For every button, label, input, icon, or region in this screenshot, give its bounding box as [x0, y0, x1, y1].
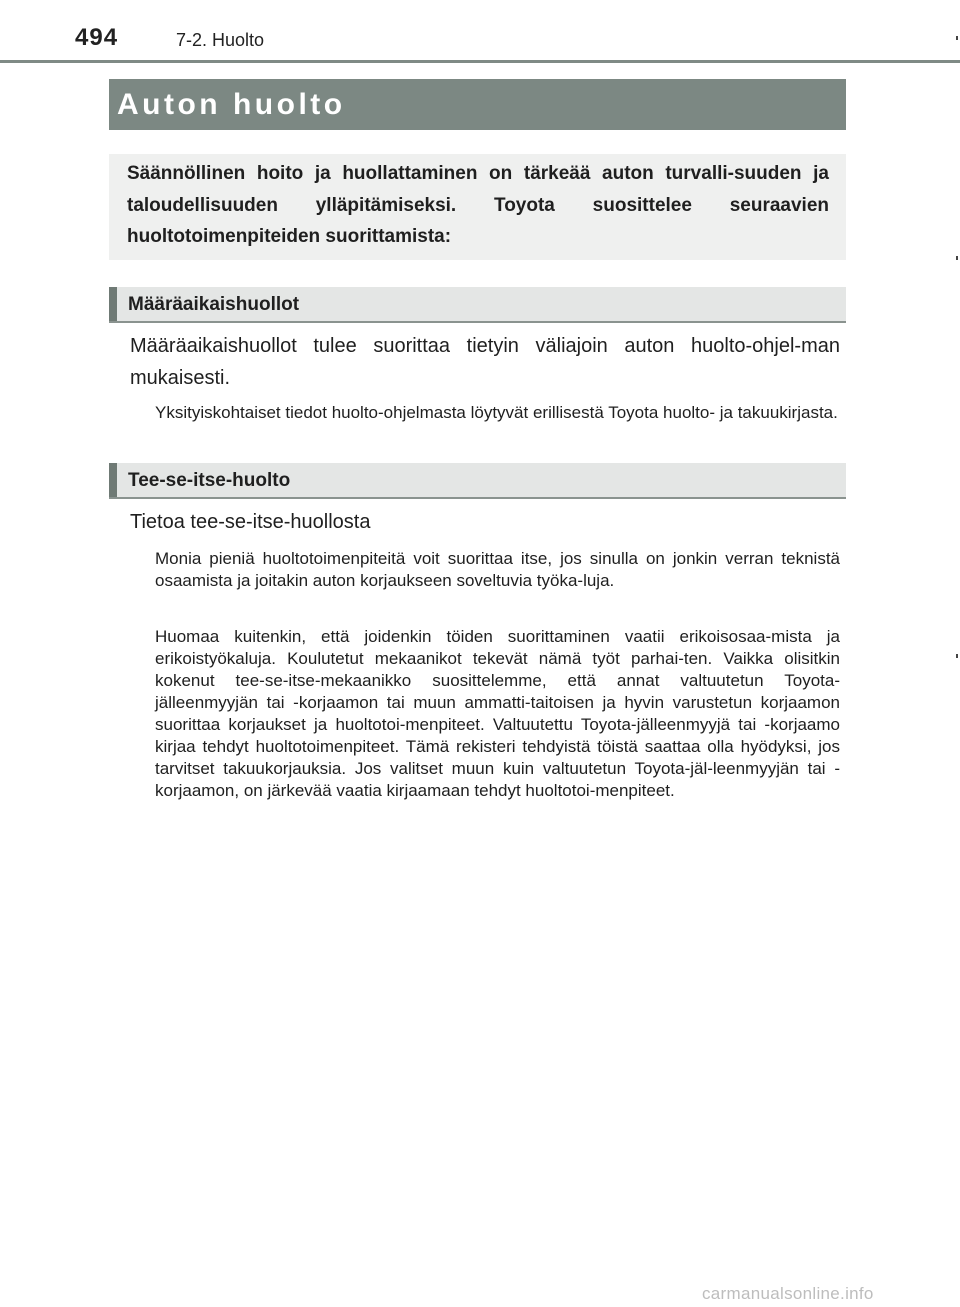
page-number: 494 — [75, 24, 119, 51]
chapter-title: Auton huolto — [117, 88, 346, 121]
section-heading-label: Määräaikaishuollot — [128, 294, 300, 315]
section-heading-label: Tee-se-itse-huolto — [128, 470, 291, 491]
section-heading-scheduled-maintenance — [109, 287, 846, 323]
section-heading-diy-maintenance — [109, 463, 846, 499]
header-divider — [0, 60, 960, 63]
intro-text: Säännöllinen hoito ja huollattaminen on tärkeää auton turvalli-suuden ja taloudellisuuden ylläpitämiseksi. Toyota suosittelee seuraavien huoltotoimenpiteiden suorittamista: — [127, 163, 829, 247]
section-paragraph: Yksityiskohtaiset tiedot huolto-ohjelmasta löytyvät erillisestä Toyota huolto- ja takuukirjasta. — [155, 403, 838, 422]
section-paragraph: Huomaa kuitenkin, että joidenkin töiden suorittaminen vaatii erikoisosaa-mista ja erikoistyökaluja. Koulutetut mekaanikot tekevät nämä työt parhai-ten. Vaikka olisitkin kokenut tee-se-itse-mekaanikko suosittelemme, että annat valtuutetun Toyota-jälleenmyyjän tai -korjaamon tai muun ammatti-taitoisen ja hyvin varustetun korjaamon suorittaa korjaukset ja huoltotoi-menpiteet. Valtuutettu Toyota-jälleenmyyjä tai -korjaamo kirjaa tehdyt huoltotoimenpiteet. Tämä rekisteri tehdyistä töistä saattaa olla hyödyksi, jos tarvitset takuukorjauksia. Jos valitset muun kuin valtuutetun Toyota-jäl-leenmyyjän tai -korjaamon, on järkevää vaatia kirjaamaan tehdyt huoltotoi-menpiteet. — [155, 627, 840, 800]
heading-accent-bar — [109, 463, 117, 497]
edge-tick — [956, 36, 958, 40]
edge-tick — [956, 654, 958, 658]
intro-box — [109, 154, 846, 260]
edge-tick — [956, 256, 958, 260]
section-lead-text: Määräaikaishuollot tulee suorittaa tietyin väliajoin auton huolto-ohjel-man mukaisesti. — [130, 335, 840, 389]
watermark-text: carmanualsonline.info — [702, 1284, 874, 1303]
heading-accent-bar — [109, 287, 117, 321]
section-lead-text: Tietoa tee-se-itse-huollosta — [130, 511, 371, 533]
section-paragraph: Monia pieniä huoltotoimenpiteitä voit suorittaa itse, jos sinulla on jonkin verran teknistä osaamista ja joitakin auton korjaukseen soveltuvia työka-luja. — [155, 549, 840, 590]
chapter-title-bar — [109, 79, 846, 130]
section-title: 7-2. Huolto — [176, 30, 265, 50]
